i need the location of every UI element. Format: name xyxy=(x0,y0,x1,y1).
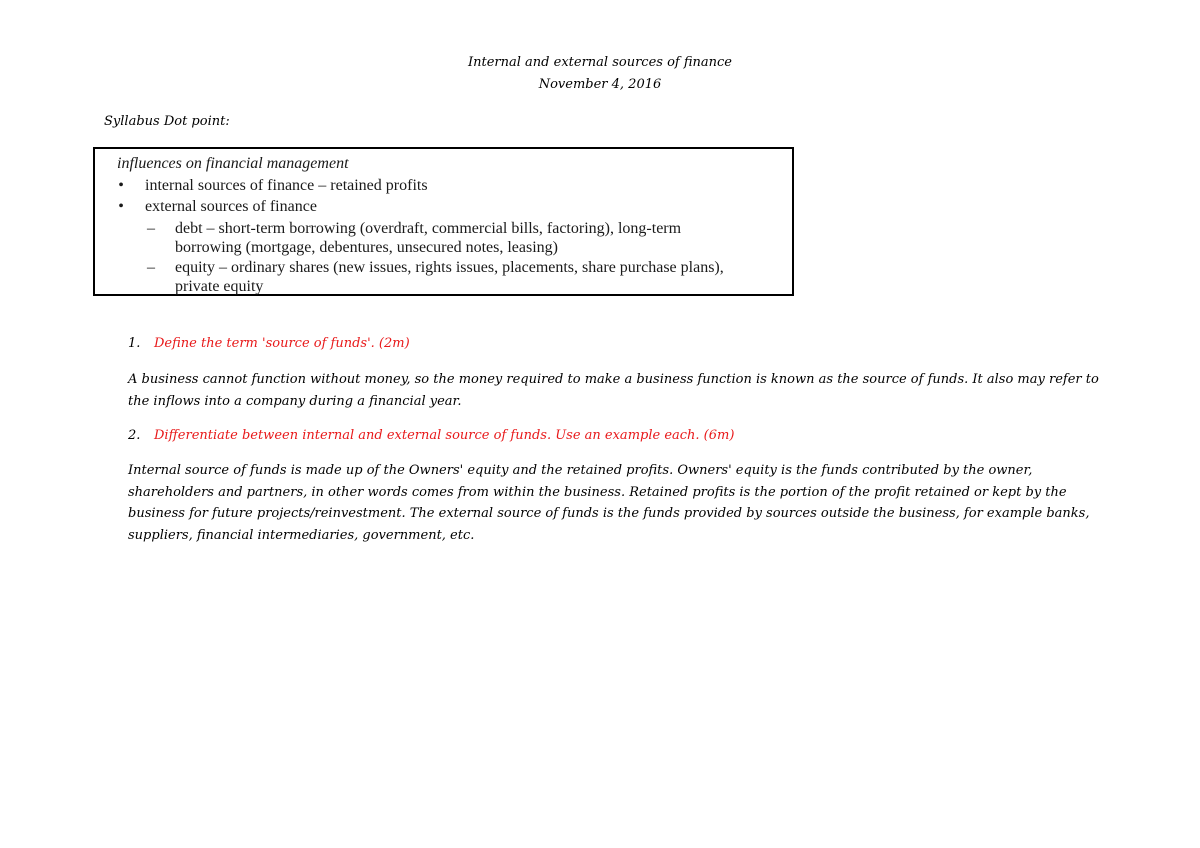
syllabus-subitem-continuation: borrowing (mortgage, debentures, unsecured notes, leasing) xyxy=(175,239,558,256)
bullet-marker: • xyxy=(118,177,124,194)
dash-marker: – xyxy=(147,259,155,276)
syllabus-bullet-text: external sources of finance xyxy=(145,198,317,215)
document-date: November 4, 2016 xyxy=(538,77,662,92)
question-2 xyxy=(128,426,734,446)
syllabus-bullet-text: internal sources of finance – retained profits xyxy=(145,177,428,194)
syllabus-box xyxy=(93,147,794,296)
syllabus-subitem-continuation: private equity xyxy=(175,278,264,295)
dash-marker: – xyxy=(147,220,155,237)
question-1 xyxy=(128,334,410,354)
answer-2: Internal source of funds is made up of the Owners' equity and the retained profits. Owners' equity is the funds contributed by the owner, shareholders and partners, in other words comes from within the business. Retained profits is the portion of the profit retained or kept by the business for future projects/reinvestment. The external source of funds is the funds provided by sources outside the business, for example banks, suppliers, financial intermediaries, government, etc. xyxy=(128,463,1090,543)
syllabus-subitem-text: equity – ordinary shares (new issues, rights issues, placements, share purchase plans), xyxy=(175,259,724,276)
syllabus-label: Syllabus Dot point: xyxy=(104,114,230,129)
bullet-marker: • xyxy=(118,198,124,215)
question-number: 2. xyxy=(128,428,141,443)
question-number: 1. xyxy=(128,336,141,351)
document-title: Internal and external sources of finance xyxy=(468,55,732,70)
syllabus-heading: influences on financial management xyxy=(117,155,349,172)
syllabus-subitem-text: debt – short-term borrowing (overdraft, commercial bills, factoring), long-term xyxy=(175,220,682,237)
answer-1: A business cannot function without money, so the money required to make a business function is known as the source of funds. It also may refer to the inflows into a company during a financial year. xyxy=(128,372,1099,409)
question-text: Define the term 'source of funds'. (2m) xyxy=(154,336,410,351)
document-header xyxy=(0,52,1200,96)
question-text: Differentiate between internal and external source of funds. Use an example each. (6m) xyxy=(154,428,735,443)
